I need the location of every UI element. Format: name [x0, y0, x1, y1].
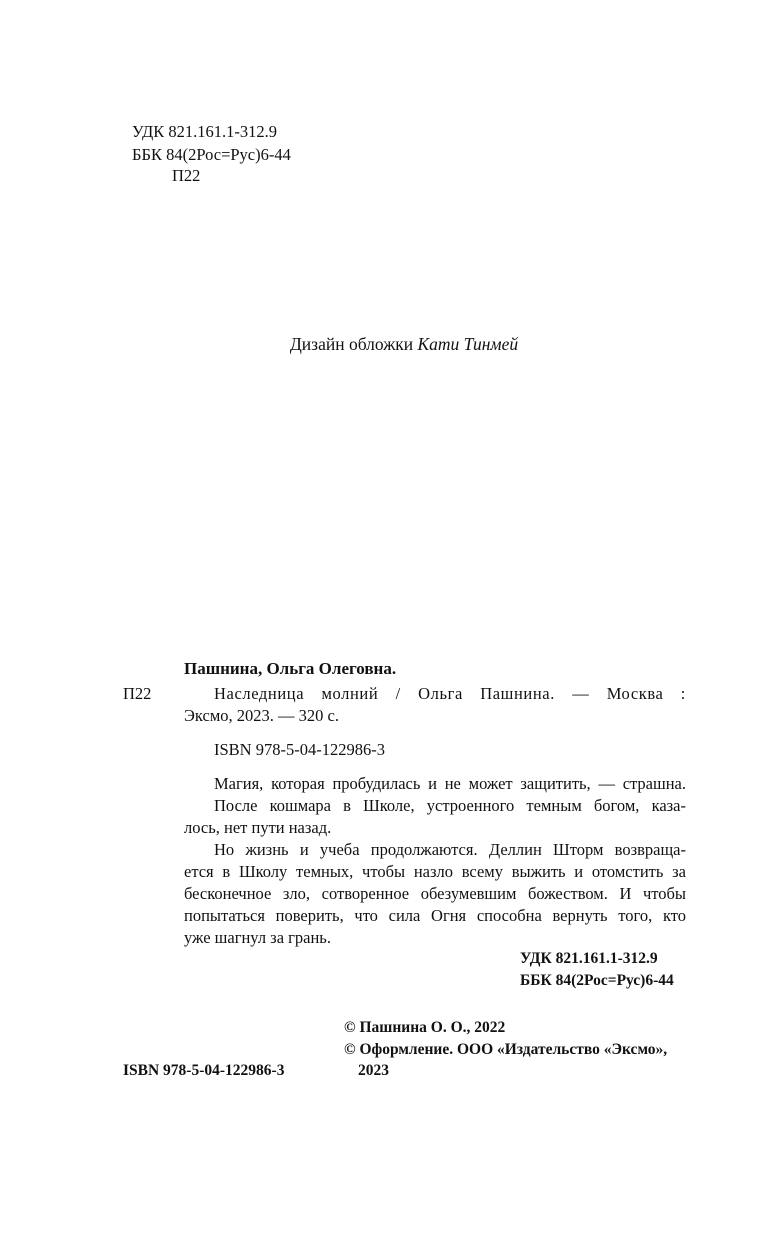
copyright-design-year: 2023	[358, 1062, 389, 1079]
annotation-line: Но жизнь и учеба продолжаются. Деллин Шторм возвраща-	[214, 840, 686, 859]
top-udk-code: УДК 821.161.1-312.9	[132, 122, 278, 141]
annotation-line: лось, нет пути назад.	[184, 818, 332, 837]
author-heading: Пашнина, Ольга Олеговна.	[184, 659, 397, 678]
annotation-line: бесконечное зло, сотворенное обезумевшим божеством. И чтобы	[184, 884, 686, 903]
bottom-isbn: ISBN 978-5-04-122986-3	[123, 1062, 285, 1079]
bottom-bbk-code: ББК 84(2Рос=Рус)6-44	[520, 972, 674, 989]
top-author-mark: П22	[172, 166, 201, 185]
copyright-author: © Пашнина О. О., 2022	[344, 1019, 506, 1036]
cover-designer-name: Кати Тинмей	[417, 334, 519, 354]
copyright-design: © Оформление. ООО «Издательство «Эксмо»,	[344, 1041, 668, 1058]
bottom-udk-code: УДК 821.161.1-312.9	[520, 950, 658, 967]
annotation-line: После кошмара в Школе, устроенного темным богом, каза-	[214, 796, 686, 815]
cover-design-label: Дизайн обложки	[289, 334, 414, 354]
entry-author-mark: П22	[123, 684, 152, 703]
annotation-line: попытаться поверить, что сила Огня способна вернуть того, кто	[184, 906, 686, 925]
annotation-line: ется в Школу темных, чтобы назло всему выжить и отомстить за	[184, 862, 686, 881]
entry-isbn: ISBN 978-5-04-122986-3	[214, 740, 385, 759]
annotation-line: Магия, которая пробудилась и не может защитить, — страшна.	[214, 774, 686, 793]
top-bbk-code: ББК 84(2Рос=Рус)6-44	[132, 145, 291, 164]
title-line-1: Наследница молний / Ольга Пашнина. — Москва :	[214, 684, 686, 703]
title-line-2: Эксмо, 2023. — 320 с.	[184, 706, 339, 725]
annotation-line: уже шагнул за грань.	[184, 928, 331, 947]
cover-design-credit	[0, 334, 768, 355]
